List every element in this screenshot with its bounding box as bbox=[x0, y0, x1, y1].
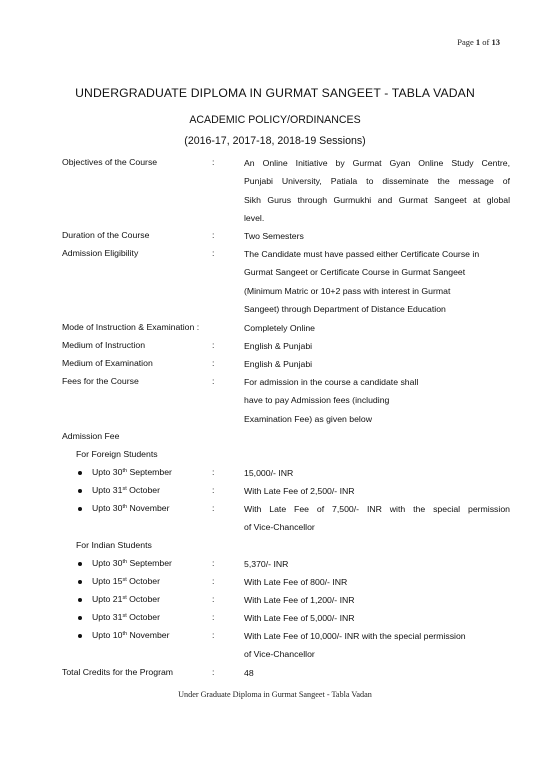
admission-fee-heading: Admission Fee bbox=[62, 431, 120, 441]
bullet-icon bbox=[78, 507, 82, 511]
colon: : bbox=[212, 340, 215, 350]
colon: : bbox=[212, 467, 215, 477]
fee-deadline-label: Upto 31st October bbox=[92, 485, 161, 495]
fee-amount: With Late Fee of 1,200/- INR bbox=[244, 595, 355, 605]
fee-amount: With Late Fee of 800/- INR bbox=[244, 577, 348, 587]
fee-amount: of Vice-Chancellor bbox=[244, 522, 315, 533]
eligibility-label: Admission Eligibility bbox=[62, 248, 139, 258]
page-footer: Under Graduate Diploma in Gurmat Sangeet - Tabla Vadan bbox=[178, 690, 372, 699]
objectives-line: level. bbox=[244, 213, 265, 224]
bullet-icon bbox=[78, 616, 82, 620]
objectives-line: Punjabi University, Patiala to disseminate the message of bbox=[244, 176, 510, 187]
eligibility-line: The Candidate must have passed either Certificate Course in bbox=[244, 249, 480, 259]
objectives-line: Sikh Gurus through Gurmukhi and Gurmat Sangeet at global bbox=[244, 194, 510, 205]
colon: : bbox=[212, 594, 215, 604]
credits-label: Total Credits for the Program bbox=[62, 667, 174, 677]
foreign-students-heading: For Foreign Students bbox=[76, 449, 158, 459]
colon: : bbox=[212, 558, 215, 568]
colon: : bbox=[212, 248, 215, 258]
mode-label: Mode of Instruction & Examination : bbox=[62, 322, 200, 332]
duration-label: Duration of the Course bbox=[62, 230, 150, 240]
fees-value bbox=[244, 376, 510, 431]
fee-amount: 15,000/- INR bbox=[244, 468, 294, 478]
medium-instruction-label: Medium of Instruction bbox=[62, 340, 146, 350]
colon: : bbox=[212, 612, 215, 622]
fee-deadline-label: Upto 30th November bbox=[92, 503, 170, 513]
medium-exam-label: Medium of Examination bbox=[62, 358, 153, 368]
fee-deadline-label: Upto 10th November bbox=[92, 630, 170, 640]
sessions-line: (2016-17, 2017-18, 2018-19 Sessions) bbox=[184, 135, 366, 147]
page-number bbox=[457, 37, 500, 47]
medium-instruction-value: English & Punjabi bbox=[244, 341, 313, 351]
page-current: 1 bbox=[475, 37, 481, 47]
fee-amount: With Late Fee of 2,500/- INR bbox=[244, 486, 355, 496]
bullet-icon bbox=[78, 634, 82, 638]
colon: : bbox=[212, 358, 215, 368]
colon: : bbox=[212, 576, 215, 586]
indian-students-heading: For Indian Students bbox=[76, 540, 152, 550]
eligibility-line: (Minimum Matric or 10+2 pass with interest in Gurmat bbox=[244, 285, 451, 296]
bullet-icon bbox=[78, 489, 82, 493]
objectives-line: An Online Initiative by Gurmat Gyan Online Study Centre, bbox=[244, 158, 510, 168]
colon: : bbox=[212, 157, 215, 167]
fee-deadline-label: Upto 30th September bbox=[92, 558, 172, 568]
duration-value: Two Semesters bbox=[244, 231, 304, 241]
colon: : bbox=[212, 630, 215, 640]
fee-amount: 5,370/- INR bbox=[244, 559, 289, 569]
colon: : bbox=[212, 667, 215, 677]
bullet-icon bbox=[78, 562, 82, 566]
fee-amount: With Late Fee of 10,000/- INR with the special permission bbox=[244, 631, 466, 641]
credits-value: 48 bbox=[244, 668, 254, 678]
fee-deadline-label: Upto 30th September bbox=[92, 467, 172, 477]
objectives-value bbox=[244, 157, 510, 231]
document-subtitle: ACADEMIC POLICY/ORDINANCES bbox=[189, 114, 361, 126]
colon: : bbox=[212, 376, 215, 386]
mode-value: Completely Online bbox=[244, 323, 315, 333]
page-of: of bbox=[482, 37, 490, 47]
colon: : bbox=[212, 503, 215, 513]
colon: : bbox=[212, 230, 215, 240]
objectives-label: Objectives of the Course bbox=[62, 157, 158, 167]
eligibility-line: Sangeet) through Department of Distance Education bbox=[244, 304, 446, 315]
fee-amount: of Vice-Chancellor bbox=[244, 649, 315, 660]
eligibility-line: Gurmat Sangeet or Certificate Course in Gurmat Sangeet bbox=[244, 267, 466, 278]
fees-label: Fees for the Course bbox=[62, 376, 139, 386]
page-total: 13 bbox=[491, 37, 500, 47]
medium-exam-value: English & Punjabi bbox=[244, 359, 313, 369]
eligibility-value bbox=[244, 248, 510, 322]
fee-deadline-label: Upto 15st October bbox=[92, 576, 161, 586]
document-title: UNDERGRADUATE DIPLOMA IN GURMAT SANGEET - TABLA VADAN bbox=[75, 86, 475, 100]
fees-line: have to pay Admission fees (including bbox=[244, 395, 390, 406]
bullet-icon bbox=[78, 580, 82, 584]
fee-deadline-label: Upto 31st October bbox=[92, 612, 161, 622]
fee-deadline-label: Upto 21st October bbox=[92, 594, 161, 604]
fee-amount: With Late Fee of 7,500/- INR with the special permission bbox=[244, 504, 510, 514]
bullet-icon bbox=[78, 598, 82, 602]
bullet-icon bbox=[78, 471, 82, 475]
page-prefix: Page bbox=[457, 37, 474, 47]
fees-line: For admission in the course a candidate shall bbox=[244, 377, 419, 387]
fees-line: Examination Fee) as given below bbox=[244, 413, 372, 424]
colon: : bbox=[212, 485, 215, 495]
fee-amount: With Late Fee of 5,000/- INR bbox=[244, 613, 355, 623]
